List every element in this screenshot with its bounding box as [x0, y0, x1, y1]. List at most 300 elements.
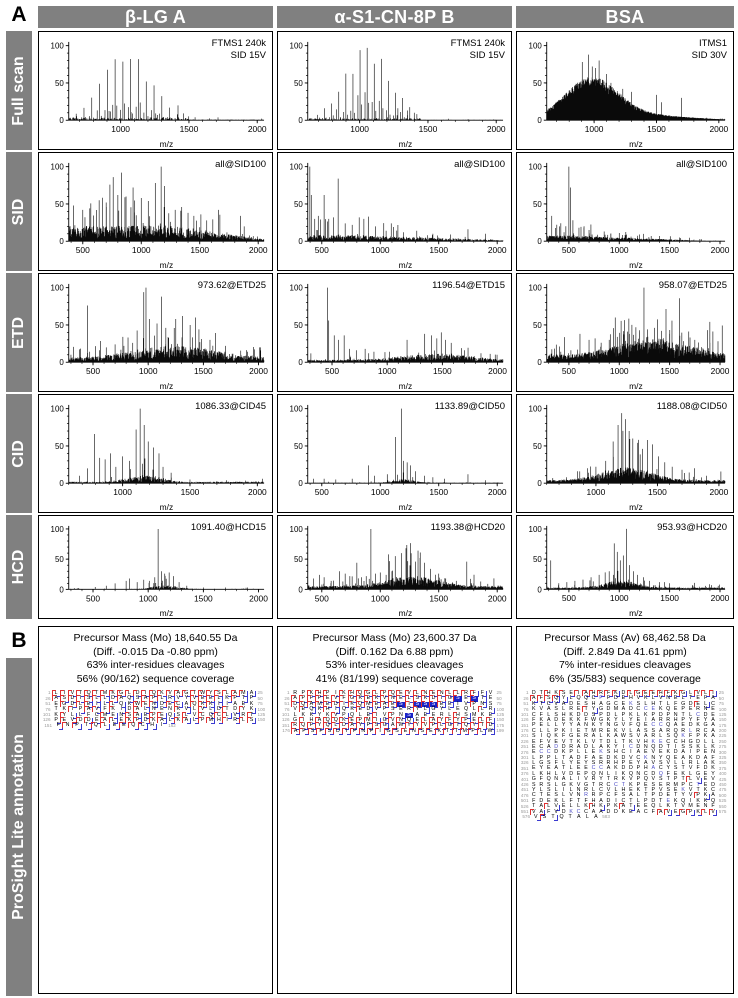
- residue: R: [584, 792, 588, 799]
- residue: V: [666, 808, 670, 815]
- residue: K: [614, 803, 618, 810]
- residue: G: [613, 722, 618, 729]
- svg-text:m/z: m/z: [159, 608, 174, 619]
- residue-number-left: 51: [523, 701, 529, 707]
- spectrum-annotation: [195, 401, 266, 413]
- residue: K: [199, 702, 207, 707]
- residue: L: [562, 797, 566, 804]
- residue: T: [569, 738, 573, 745]
- residue-number-right: 75: [257, 701, 263, 707]
- residue: C: [673, 738, 678, 745]
- residue: C: [591, 695, 596, 702]
- residue: P: [340, 713, 348, 718]
- residue: S: [454, 696, 462, 701]
- residue-number-left: 226: [520, 738, 529, 744]
- residue: D: [673, 749, 678, 756]
- residue: E: [703, 781, 708, 788]
- residue: T: [584, 727, 588, 734]
- residue: K: [340, 691, 348, 696]
- residue-number-right: 75: [496, 701, 502, 707]
- svg-text:m/z: m/z: [629, 380, 643, 391]
- residue: N: [643, 743, 648, 750]
- svg-text:100: 100: [50, 524, 64, 534]
- residue: F: [101, 707, 109, 712]
- residue: I: [372, 713, 380, 718]
- spectrum-annotation: [212, 38, 266, 62]
- residue: K: [696, 722, 700, 729]
- residue: Y: [711, 770, 715, 777]
- svg-text:1500: 1500: [179, 124, 199, 135]
- residue: K: [325, 711, 330, 718]
- residue: E: [576, 760, 581, 767]
- residue: E: [591, 749, 596, 756]
- annotation-line: 1133.89@CID50: [434, 401, 505, 412]
- residue: K: [666, 749, 670, 756]
- residue: Q: [651, 803, 656, 810]
- residue: Y: [561, 722, 566, 729]
- residue-number-right: 175: [718, 722, 727, 728]
- residue: F: [629, 722, 633, 729]
- residue: D: [703, 711, 708, 718]
- residue: D: [606, 808, 611, 815]
- residue: E: [576, 706, 581, 713]
- svg-text:100: 100: [50, 404, 64, 414]
- residue: E: [546, 797, 551, 804]
- residue: E: [606, 727, 611, 734]
- row-label-text: Full scan: [10, 55, 27, 126]
- residue: E: [584, 765, 588, 772]
- residue: I: [405, 702, 413, 707]
- residue: S: [405, 713, 413, 718]
- residue: N: [359, 729, 367, 734]
- residue: M: [317, 700, 322, 707]
- residue: L: [448, 711, 452, 718]
- residue: C: [636, 754, 641, 761]
- residue: R: [666, 727, 671, 734]
- residue: E: [629, 760, 633, 767]
- residue: I: [60, 691, 68, 696]
- residue: L: [659, 733, 663, 740]
- residue: L: [539, 787, 543, 794]
- residue: K: [569, 781, 573, 788]
- residue: P: [696, 733, 700, 740]
- residue: C: [531, 727, 536, 734]
- residue: Q: [389, 691, 397, 696]
- residue: T: [659, 700, 663, 707]
- residue: F: [307, 696, 315, 701]
- residue: N: [397, 713, 405, 718]
- residue: Y: [413, 707, 421, 712]
- residue: L: [109, 718, 117, 723]
- residue: K: [696, 743, 700, 750]
- residue: T: [576, 797, 581, 804]
- residue: A: [348, 723, 356, 728]
- residue: E: [532, 765, 536, 772]
- residue: A: [576, 813, 581, 820]
- residue: K: [539, 770, 544, 777]
- svg-text:100: 100: [289, 524, 303, 534]
- residue: F: [605, 691, 612, 696]
- residue: V: [666, 760, 670, 767]
- residue: T: [621, 781, 626, 788]
- svg-text:2000: 2000: [487, 487, 507, 498]
- residue: K: [348, 702, 356, 707]
- residue: P: [599, 711, 603, 718]
- residue: R: [584, 787, 588, 794]
- residue: D: [688, 722, 693, 729]
- coverage-2: 41% (81/199) sequence coverage: [315, 672, 474, 685]
- residue: K: [629, 738, 633, 745]
- residue: V: [651, 749, 656, 756]
- residue: T: [621, 738, 626, 745]
- residue: P: [389, 713, 397, 718]
- residue: K: [614, 727, 618, 734]
- residue: K: [651, 738, 656, 745]
- residue: C: [539, 743, 544, 750]
- residue: L: [207, 707, 215, 712]
- residue: D: [569, 700, 574, 707]
- spectrum-annotation: [431, 522, 505, 534]
- residue: D: [158, 702, 166, 707]
- residue: A: [621, 803, 626, 810]
- residue: S: [125, 713, 133, 718]
- residue: D: [68, 702, 76, 707]
- residue: I: [226, 700, 228, 707]
- svg-text:2000: 2000: [487, 593, 507, 604]
- residue: F: [539, 776, 543, 783]
- residue: E: [166, 702, 174, 707]
- svg-text:2000: 2000: [247, 124, 267, 135]
- residue: E: [629, 787, 633, 794]
- annotation-line: 973.62@ETD25: [197, 280, 266, 291]
- residue-number-right: 500: [718, 792, 727, 798]
- residue: T: [444, 729, 452, 734]
- residue: C: [174, 702, 182, 707]
- residue: K: [599, 749, 603, 756]
- residue: T: [689, 695, 693, 702]
- residue: T: [681, 776, 685, 783]
- residue: N: [397, 718, 405, 723]
- svg-text:50: 50: [532, 555, 542, 565]
- residue: E: [658, 781, 663, 788]
- residue: D: [85, 718, 93, 723]
- residue: Y: [614, 716, 618, 723]
- residue: L: [666, 700, 670, 707]
- residue: F: [538, 696, 545, 701]
- residue: E: [470, 718, 478, 723]
- spectrum-annotation: [659, 280, 727, 292]
- residue: L: [358, 711, 362, 718]
- residue: L: [569, 776, 573, 783]
- residue-number-left: 326: [520, 760, 529, 766]
- residue: I: [342, 729, 350, 734]
- residue: G: [636, 690, 641, 696]
- svg-text:1000: 1000: [609, 366, 629, 377]
- residue: N: [606, 722, 611, 729]
- residue: I: [570, 727, 572, 734]
- residue: K: [62, 706, 67, 713]
- residue: V: [332, 696, 340, 701]
- residue: V: [332, 713, 340, 718]
- residue: K: [599, 803, 603, 810]
- residue: A: [636, 808, 641, 815]
- residue: Q: [166, 713, 174, 718]
- residue: M: [366, 700, 371, 707]
- residue: S: [247, 718, 255, 723]
- residue: D: [628, 706, 633, 713]
- residue-number-right: 375: [718, 765, 727, 771]
- residue: Y: [569, 722, 573, 729]
- residue: L: [704, 743, 708, 750]
- residue: T: [644, 787, 648, 794]
- residue: N: [584, 722, 588, 729]
- residue: R: [462, 691, 470, 696]
- residue: D: [584, 711, 588, 718]
- residue: Q: [117, 702, 125, 707]
- residue-number-right: 75: [718, 701, 724, 707]
- residue: Q: [307, 707, 315, 712]
- residue: A: [681, 754, 685, 761]
- residue: K: [174, 707, 182, 712]
- annotation-line: 953.93@HCD20: [657, 522, 727, 533]
- svg-text:1500: 1500: [433, 366, 452, 377]
- residue: A: [554, 765, 558, 772]
- residue: Q: [356, 691, 364, 696]
- residue: L: [446, 691, 454, 696]
- residue-number-left: 376: [520, 771, 529, 777]
- residue: L: [532, 760, 536, 767]
- row-label-cid: [6, 394, 32, 513]
- spectrum-cell: [277, 31, 512, 150]
- residue: K: [629, 781, 633, 788]
- residue: E: [438, 702, 446, 707]
- residue: Y: [599, 722, 603, 729]
- residue: R: [606, 760, 611, 767]
- svg-text:500: 500: [561, 366, 576, 377]
- svg-text:50: 50: [532, 199, 542, 209]
- residue: R: [666, 781, 671, 788]
- residue: I: [457, 700, 459, 707]
- residue: V: [68, 718, 76, 723]
- residue: V: [696, 776, 700, 783]
- residue: K: [636, 787, 641, 794]
- residue: L: [109, 702, 117, 707]
- residue: T: [93, 691, 101, 696]
- residue: C: [591, 765, 596, 772]
- residue: A: [546, 716, 551, 723]
- spectrum-annotation: [692, 38, 727, 62]
- svg-text:100: 100: [289, 41, 303, 51]
- svg-text:1500: 1500: [180, 487, 200, 498]
- svg-text:m/z: m/z: [629, 138, 643, 149]
- svg-text:100: 100: [50, 283, 64, 293]
- residue: I: [76, 696, 84, 701]
- residue: R: [166, 696, 174, 701]
- residue: D: [606, 754, 611, 761]
- residue: P: [696, 792, 700, 799]
- residue: L: [532, 770, 536, 777]
- residue: L: [158, 696, 166, 701]
- residue: D: [621, 765, 626, 772]
- residue: N: [389, 696, 397, 701]
- row-label-text: CID: [10, 439, 27, 468]
- residue: Q: [554, 695, 559, 702]
- residue: I: [709, 691, 716, 696]
- residue: V: [658, 695, 663, 702]
- residue: D: [364, 707, 372, 712]
- residue: E: [673, 706, 678, 713]
- residue: E: [241, 700, 246, 707]
- residue: T: [54, 706, 58, 713]
- residue: V: [711, 776, 715, 783]
- residue: C: [584, 808, 588, 815]
- residue: F: [87, 711, 91, 718]
- residue: L: [584, 749, 588, 756]
- residue: E: [423, 711, 428, 718]
- residue-number-right: 25: [718, 690, 724, 696]
- residue-number-right: 50: [257, 695, 263, 701]
- residue: Y: [561, 695, 566, 702]
- residue: L: [554, 754, 558, 761]
- residue: K: [681, 787, 685, 794]
- residue: D: [68, 696, 76, 701]
- residue-number-right: 150: [257, 717, 266, 723]
- residue-number-right: 175: [496, 722, 505, 728]
- svg-text:500: 500: [561, 245, 576, 256]
- residue: P: [681, 706, 685, 713]
- svg-text:2000: 2000: [709, 124, 729, 135]
- residue-number-right: 25: [257, 690, 263, 696]
- residue-number-right: 475: [718, 787, 727, 793]
- svg-text:1500: 1500: [190, 245, 210, 256]
- residue: D: [76, 718, 84, 723]
- residue: T: [223, 707, 231, 712]
- residue: I: [376, 729, 384, 734]
- residue-number-left: 1: [286, 690, 290, 696]
- residue: L: [413, 691, 421, 696]
- residue: Y: [207, 691, 215, 696]
- svg-text:m/z: m/z: [159, 502, 174, 513]
- residue: Y: [681, 792, 685, 799]
- residue: E: [644, 690, 648, 696]
- residue-number-left: 101: [42, 711, 51, 717]
- residue: A: [644, 733, 648, 740]
- residue: H: [324, 707, 332, 712]
- residue: E: [199, 696, 207, 701]
- residue: Y: [60, 713, 68, 718]
- residue: C: [643, 706, 648, 713]
- svg-text:m/z: m/z: [398, 139, 413, 150]
- residue: E: [60, 718, 68, 723]
- residue: K: [673, 690, 678, 696]
- residue: L: [627, 691, 634, 696]
- residue: S: [658, 776, 663, 783]
- annotation-line: 1086.33@CID45: [195, 401, 266, 412]
- residue: K: [125, 718, 133, 723]
- svg-text:1500: 1500: [660, 366, 679, 377]
- residue: K: [644, 754, 648, 761]
- residue: A: [711, 792, 715, 799]
- residue: Y: [405, 723, 413, 728]
- residue: T: [452, 729, 460, 734]
- residue: E: [160, 706, 164, 713]
- residue-number-right: 300: [718, 749, 727, 755]
- residue: T: [247, 713, 255, 718]
- residue: L: [562, 706, 566, 713]
- residue: Q: [591, 770, 596, 777]
- residue: M: [102, 711, 108, 718]
- residue: H: [673, 716, 678, 723]
- residue: V: [696, 690, 700, 696]
- residue: N: [711, 749, 715, 756]
- residue: V: [584, 776, 588, 783]
- residue: V: [636, 738, 641, 745]
- residue: P: [199, 718, 207, 723]
- residue: A: [389, 723, 397, 728]
- residue: L: [636, 797, 640, 804]
- residue: E: [429, 691, 437, 696]
- residue: E: [621, 695, 626, 702]
- residue-number-right: 583: [602, 814, 610, 820]
- residue: K: [554, 797, 558, 804]
- residue: E: [119, 723, 128, 728]
- spectrum-cell: [38, 273, 273, 392]
- residue: P: [364, 723, 372, 728]
- residue: E: [142, 702, 150, 707]
- residue: W: [620, 733, 626, 740]
- residue-number-right: 50: [718, 695, 724, 701]
- residue: S: [554, 792, 558, 799]
- spectrum-cell: [277, 273, 512, 392]
- residue: F: [539, 738, 543, 745]
- residue: L: [539, 727, 543, 734]
- svg-text:2000: 2000: [710, 245, 730, 256]
- svg-text:1500: 1500: [429, 487, 449, 498]
- residue: G: [584, 781, 589, 788]
- svg-text:100: 100: [50, 41, 64, 51]
- residue: A: [561, 700, 566, 707]
- residue: V: [546, 738, 551, 745]
- residue: L: [454, 691, 462, 696]
- residue: D: [614, 808, 618, 815]
- residue: L: [79, 711, 82, 718]
- residue: L: [569, 803, 573, 810]
- residue: V: [488, 690, 493, 696]
- residue: H: [307, 718, 315, 723]
- residue: L: [569, 765, 573, 772]
- residue: S: [584, 700, 588, 707]
- residue: V: [421, 723, 429, 728]
- residue: A: [703, 760, 708, 767]
- annotation-cell-3: [516, 626, 734, 994]
- residue: K: [711, 765, 715, 772]
- residue: T: [82, 723, 91, 728]
- residue: H: [591, 797, 596, 804]
- residue: K: [629, 700, 633, 707]
- residue: S: [688, 743, 693, 750]
- residue: K: [247, 707, 255, 712]
- residue-number-right: 150: [496, 717, 505, 723]
- residue-number-left: 176: [282, 728, 290, 734]
- residue: R: [539, 781, 544, 788]
- residue: Q: [350, 711, 355, 718]
- residue: M: [366, 716, 371, 723]
- residue: Q: [356, 702, 364, 707]
- result-summary-1: [39, 627, 272, 689]
- residue-number-right: 25: [496, 690, 502, 696]
- residue: E: [666, 797, 670, 804]
- residue: A: [658, 808, 663, 815]
